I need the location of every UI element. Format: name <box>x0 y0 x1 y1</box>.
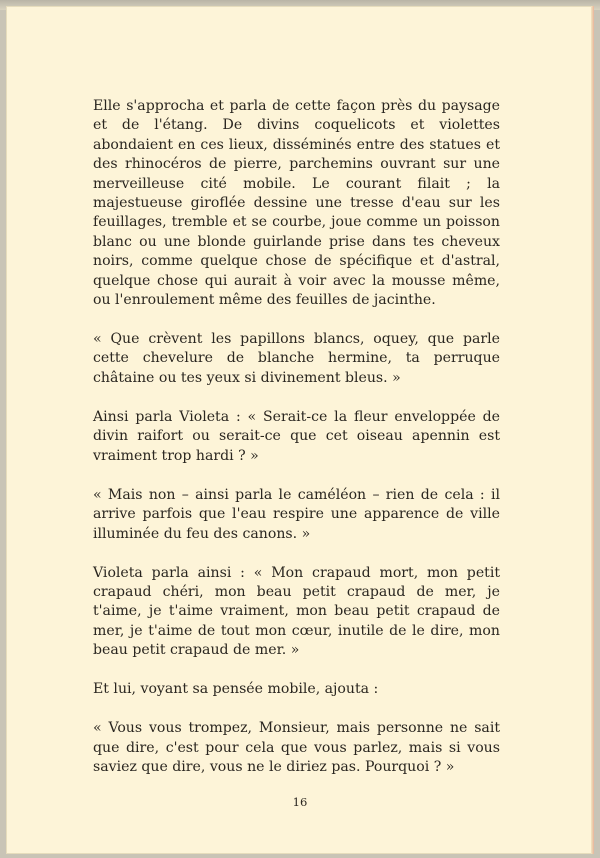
paragraph: Et lui, voyant sa pensée mobile, ajouta : <box>93 681 379 698</box>
paragraph: Ainsi parla Violeta : « Serait-ce la fleur enveloppée de divin raifort ou serait-ce que cet oiseau apennin est vraiment trop hardi ? » <box>93 408 500 464</box>
paragraph: « Vous vous trompez, Monsieur, mais personne ne sait que dire, c'est pour cela que vous parlez, mais si vous saviez que dire, vous ne le diriez pas. Pourquoi ? » <box>93 720 500 775</box>
body-text <box>93 97 500 777</box>
paragraph: Elle s'approcha et parla de cette façon près du paysage et de l'étang. De divins coquelicots et violettes abondaient en ces lieux, disséminés entre des statues et des rhinocéros de pierre, parchemins ouvrant sur une merveilleuse cité mobile. Le courant filait ; la majestueuse giroflée dessine une tresse d'eau sur les feuillages, tremble et se courbe, joue comme un poisson blanc ou une blonde guirlande prise dans tes cheveux noirs, comme quelque chose de spécifique et d'astral, quelque chose qui aurait à voir avec la mousse même, ou l'enroulement même des feuilles de jacinthe. <box>93 98 500 309</box>
page-number: 16 <box>292 795 308 809</box>
paragraph: « Que crèvent les papillons blancs, oquey, que parle cette chevelure de blanche hermine, ta perruque châtaine ou tes yeux si divinement bleus. » <box>93 331 500 386</box>
page-edge <box>591 6 594 854</box>
paragraph: Violeta parla ainsi : « Mon crapaud mort, mon petit crapaud chéri, mon beau petit crapaud de mer, je t'aime, je t'aime vraiment, mon beau petit crapaud de mer, je t'aime de tout mon cœur, inutile de le dire, mon beau petit crapaud de mer. » <box>93 564 500 659</box>
paragraph: « Mais non – ainsi parla le caméléon – rien de cela : il arrive parfois que l'eau respire une apparence de ville illuminée du feu des canons. » <box>93 486 500 542</box>
